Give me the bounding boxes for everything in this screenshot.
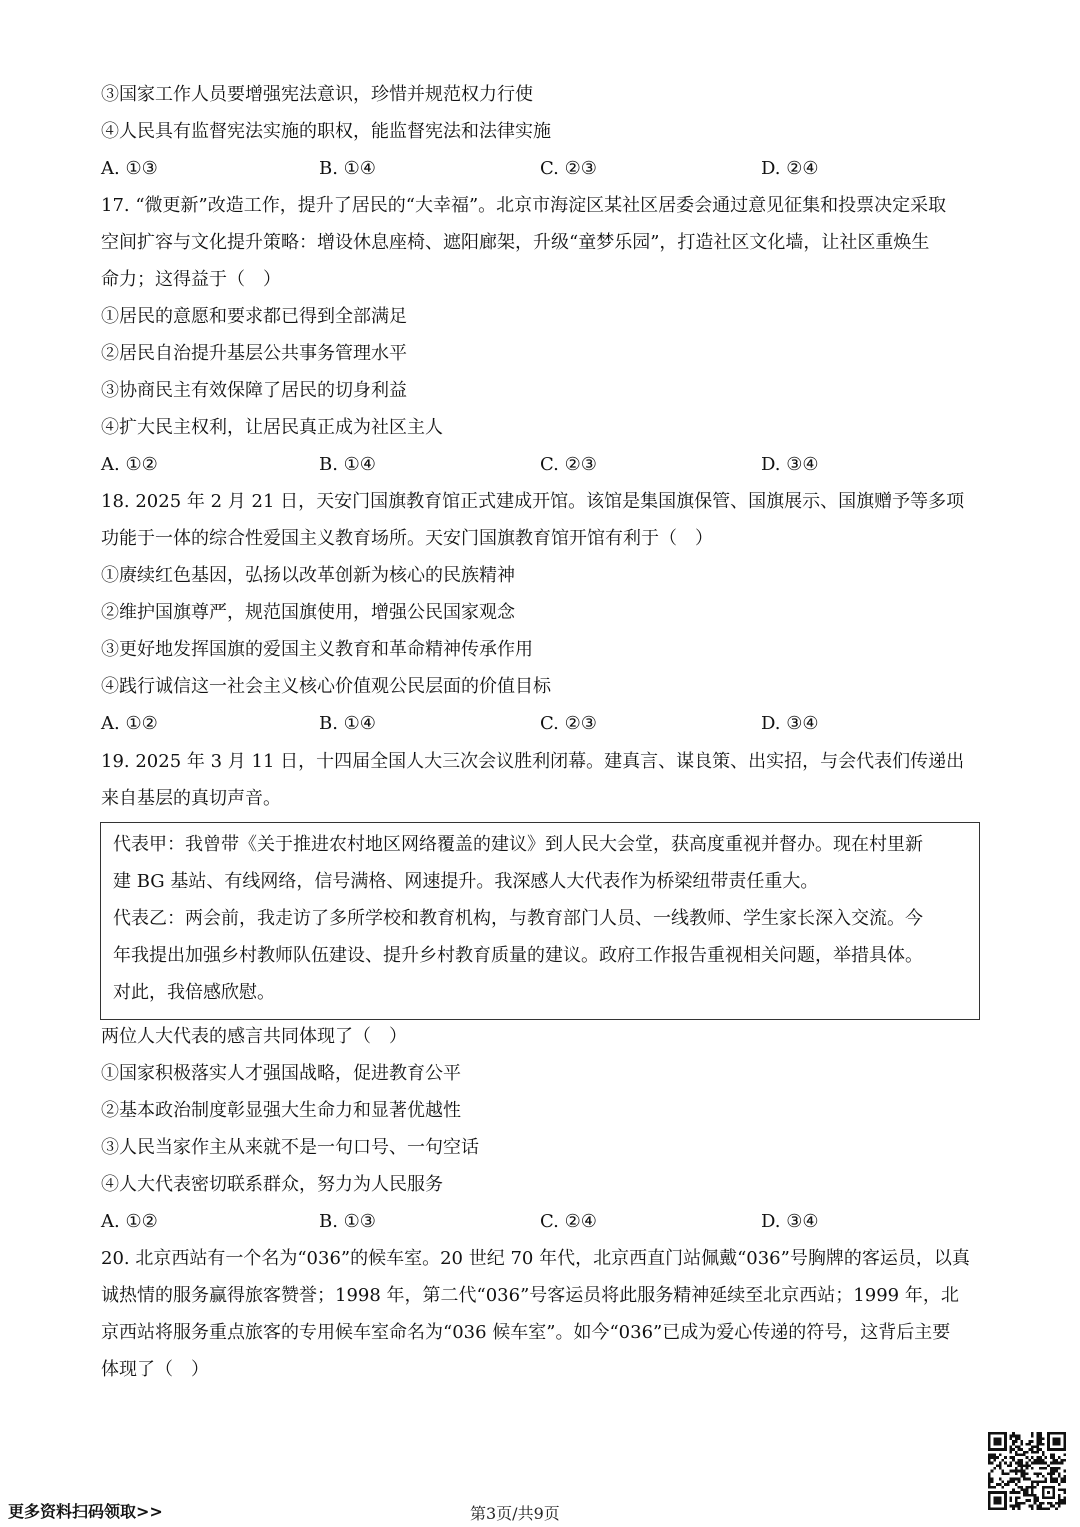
q19-box-line-5: 对此，我倍感欣慰。 (113, 982, 275, 1003)
q18-answer-d: D. ③④ (761, 713, 819, 734)
q19-option-2: ②基本政治制度彰显强大生命力和显著优越性 (101, 1100, 461, 1121)
q19-box-line-2: 建 BG 基站、有线网络，信号满格、网速提升。我深感人大代表作为桥梁纽带责任重大。 (113, 871, 819, 892)
q18-option-4: ④践行诚信这一社会主义核心价值观公民层面的价值目标 (101, 676, 551, 697)
q16-answer-a: A. ①③ (101, 158, 158, 179)
q18-answers (101, 711, 981, 737)
q18-option-2: ②维护国旗尊严，规范国旗使用，增强公民国家观念 (101, 602, 515, 623)
q19-stem-line-2: 来自基层的真切声音。 (101, 788, 281, 809)
q17-option-4: ④扩大民主权利，让居民真正成为社区主人 (101, 417, 443, 438)
q17-answer-c: C. ②③ (540, 454, 597, 475)
q17-option-1: ①居民的意愿和要求都已得到全部满足 (101, 306, 407, 327)
q17-stem-line-1: 17. “微更新”改造工作，提升了居民的“大幸福”。北京市海淀区某社区居委会通过意见征集和投票决定采取 (101, 195, 947, 216)
q16-answer-d: D. ②④ (761, 158, 819, 179)
q18-stem-line-1: 18. 2025 年 2 月 21 日，天安门国旗教育馆正式建成开馆。该馆是集国旗保管、国旗展示、国旗赠予等多项 (101, 491, 965, 512)
q19-answer-b: B. ①③ (319, 1211, 376, 1232)
q19-box-line-3: 代表乙：两会前，我走访了多所学校和教育机构，与教育部门人员、一线教师、学生家长深入交流。今 (113, 908, 923, 929)
q17-answer-b: B. ①④ (319, 454, 376, 475)
q17-answer-a: A. ①② (101, 454, 158, 475)
q19-option-1: ①国家积极落实人才强国战略，促进教育公平 (101, 1063, 461, 1084)
q17-stem-line-3: 命力；这得益于（ ） (101, 269, 281, 290)
q18-answer-a: A. ①② (101, 713, 158, 734)
q19-answer-c: C. ②④ (540, 1211, 597, 1232)
q19-box-line-1: 代表甲：我曾带《关于推进农村地区网络覆盖的建议》到人民大会堂，获高度重视并督办。现在村里新 (113, 834, 923, 855)
q18-answer-b: B. ①④ (319, 713, 376, 734)
q20-stem-line-4: 体现了（ ） (101, 1359, 209, 1380)
q18-answer-c: C. ②③ (540, 713, 597, 734)
q17-stem-line-2: 空间扩容与文化提升策略：增设休息座椅、遮阳廊架，升级“童梦乐园”，打造社区文化墙，让社区重焕生 (101, 232, 930, 253)
q16-answer-c: C. ②③ (540, 158, 597, 179)
q18-option-1: ①赓续红色基因，弘扬以改革创新为核心的民族精神 (101, 565, 515, 586)
qr-code-icon[interactable] (988, 1432, 1066, 1510)
q20-stem-line-3: 京西站将服务重点旅客的专用候车室命名为“036 候车室”。如今“036”已成为爱心传递的符号，这背后主要 (101, 1322, 951, 1343)
q19-material-box (100, 822, 980, 1020)
q18-stem-line-2: 功能于一体的综合性爱国主义教育场所。天安门国旗教育馆开馆有利于（ ） (101, 528, 713, 549)
q18-option-3: ③更好地发挥国旗的爱国主义教育和革命精神传承作用 (101, 639, 533, 660)
q17-option-3: ③协商民主有效保障了居民的切身利益 (101, 380, 407, 401)
q17-option-2: ②居民自治提升基层公共事务管理水平 (101, 343, 407, 364)
q19-prompt: 两位人大代表的感言共同体现了（ ） (101, 1026, 407, 1047)
q17-answer-d: D. ③④ (761, 454, 819, 475)
q19-box-line-4: 年我提出加强乡村教师队伍建设、提升乡村教育质量的建议。政府工作报告重视相关问题，举措具体。 (113, 945, 923, 966)
q19-answer-d: D. ③④ (761, 1211, 819, 1232)
q19-stem-line-1: 19. 2025 年 3 月 11 日，十四届全国人大三次会议胜利闭幕。建真言、谋良策、出实招，与会代表们传递出 (101, 751, 965, 772)
q19-option-3: ③人民当家作主从来就不是一句口号、一句空话 (101, 1137, 479, 1158)
q19-option-4: ④人大代表密切联系群众，努力为人民服务 (101, 1174, 443, 1195)
q16-answer-b: B. ①④ (319, 158, 376, 179)
q20-stem-line-1: 20. 北京西站有一个名为“036”的候车室。20 世纪 70 年代，北京西直门站佩戴“036”号胸牌的客运员，以真 (101, 1248, 970, 1269)
q16-option-4: ④人民具有监督宪法实施的职权，能监督宪法和法律实施 (101, 121, 551, 142)
q16-answers (101, 156, 981, 182)
q19-answers (101, 1209, 981, 1235)
q17-answers (101, 452, 981, 478)
q20-stem-line-2: 诚热情的服务赢得旅客赞誉；1998 年，第二代“036”号客运员将此服务精神延续至北京西站；1999 年，北 (101, 1285, 959, 1306)
q16-option-3: ③国家工作人员要增强宪法意识，珍惜并规范权力行使 (101, 84, 533, 105)
footer-more-resources-link[interactable]: 更多资料扫码领取>> (8, 1502, 163, 1521)
page-number: 第3页/共9页 (470, 1504, 560, 1523)
q19-answer-a: A. ①② (101, 1211, 158, 1232)
